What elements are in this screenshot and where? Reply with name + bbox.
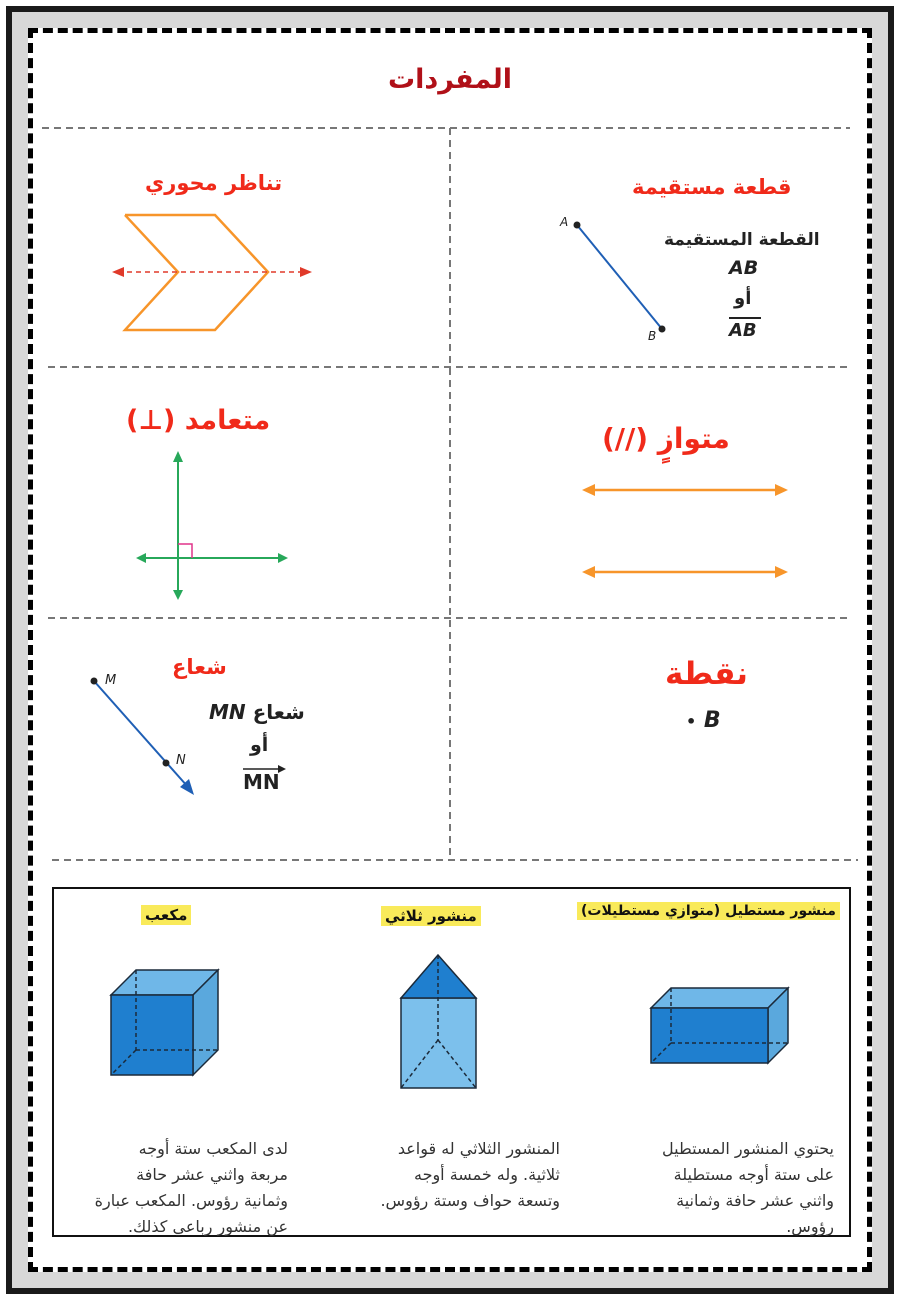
desc-line: يحتوي المنشور المستطيل (662, 1139, 834, 1158)
arrow-left (136, 553, 146, 563)
ray-point-n-label: N (176, 753, 186, 768)
page-title: المفردات (388, 64, 512, 95)
desc-line: على ستة أوجه مستطيلة (673, 1165, 834, 1184)
point-row (686, 708, 721, 733)
arrow-down (173, 590, 183, 600)
axis-arrow-left (112, 267, 124, 277)
point-m-dot (91, 678, 98, 685)
desc-triangular-prism (340, 1136, 560, 1214)
segment-or: أو (734, 288, 752, 309)
perpendicular-figure (136, 451, 288, 600)
parallel-heading (602, 422, 730, 455)
desc-line: واثني عشر حافة وثمانية (676, 1191, 834, 1210)
cube-figure (111, 970, 218, 1075)
parallel-symbol: (//) (602, 422, 649, 455)
desc-line: عن منشور رباعي كذلك. (127, 1217, 288, 1236)
parallel-figure (582, 484, 788, 578)
symmetry-figure (112, 215, 312, 330)
triangular-prism-figure (401, 955, 476, 1088)
p2-arrow-right (775, 566, 788, 578)
ray-notation: MN (243, 770, 280, 794)
segment-notation: AB (729, 320, 757, 341)
solid-label-cube: مكعب (141, 905, 191, 925)
desc-line: لدى المكعب ستة أوجه (138, 1139, 288, 1158)
segment-point-a-label: A (560, 215, 569, 229)
desc-line: ثلاثية. وله خمسة أوجه (413, 1165, 560, 1184)
desc-line: رؤوس. (786, 1217, 834, 1236)
desc-line: وتسعة حواف وستة رؤوس. (380, 1191, 560, 1210)
ray-title: شعاع (172, 655, 227, 679)
segment-line2: AB (729, 257, 759, 279)
desc-line: مربعة واثني عشر حافة (136, 1165, 288, 1184)
point-b-dot (659, 326, 666, 333)
p1-arrow-left (582, 484, 595, 496)
axis-arrow-right (300, 267, 312, 277)
rectangular-prism-figure (651, 988, 788, 1063)
point-dot: • (686, 712, 697, 731)
point-a-dot (574, 222, 581, 229)
point-title: نقطة (665, 656, 748, 692)
p1-arrow-right (775, 484, 788, 496)
symmetry-title: تناظر محوري (145, 171, 283, 195)
arrow-right (278, 553, 288, 563)
solid-label-rectangular-prism: منشور مستطيل (متوازي مستطيلات) (577, 902, 840, 920)
ray-point-m-label: M (105, 673, 117, 688)
ray-line1: شعاع (252, 700, 305, 724)
ray-line (94, 681, 188, 787)
parallel-title: متوازٍ (657, 422, 730, 455)
segment-line (577, 225, 662, 329)
segment-point-b-label: B (648, 329, 657, 343)
solid-label-triangular-prism: منشور ثلاثي (381, 906, 481, 926)
arrow-up (173, 451, 183, 462)
perpendicular-title: متعامد (184, 405, 271, 436)
desc-cube (80, 1136, 288, 1240)
segment-title: قطعة مستقيمة (632, 175, 792, 199)
p2-arrow-left (582, 566, 595, 578)
desc-rectangular-prism (598, 1136, 834, 1240)
right-angle-mark (178, 544, 192, 558)
point-n-dot (163, 760, 170, 767)
perpendicular-symbol: (⊥) (126, 405, 176, 436)
desc-line: المنشور الثلاثي له قواعد (397, 1139, 560, 1158)
perpendicular-heading (126, 405, 270, 436)
desc-line: وثمانية رؤوس. المكعب عبارة (94, 1191, 288, 1210)
point-label: B (703, 708, 721, 733)
ray-line1-row (209, 700, 305, 724)
segment-line1: القطعة المستقيمة (664, 230, 820, 250)
ray-or: أو (250, 734, 269, 756)
ray-line1-name: MN (209, 700, 246, 724)
